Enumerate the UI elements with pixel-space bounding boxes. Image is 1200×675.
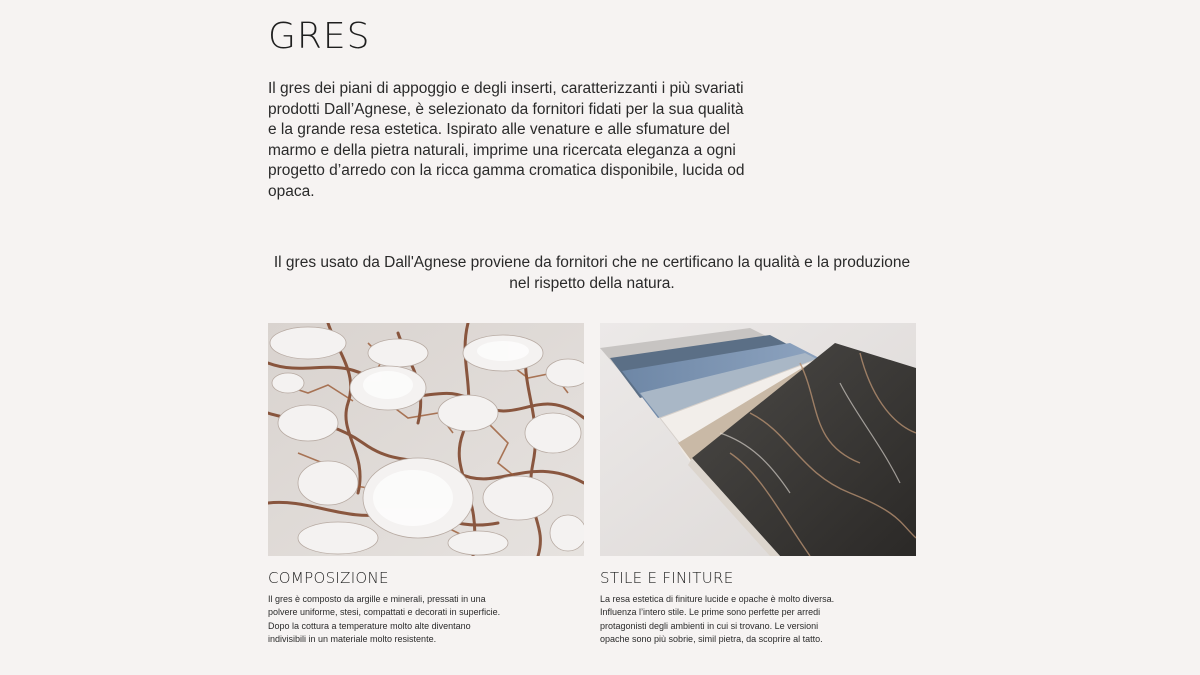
quote-paragraph: Il gres usato da Dall'Agnese proviene da fornitori che ne certificano la qualità e la produzione nel rispetto della natura.: [273, 254, 911, 292]
page-title: GRES: [268, 16, 371, 57]
white-marble-image: [268, 323, 584, 556]
card-description: Il gres è composto da argille e minerali, pressati in una polvere uniforme, stesi, compattati e decorati in superficie. Dopo la cottura a temperature molto alte diventano indivisibili in un materiale molto resistente.: [268, 594, 501, 644]
card-title: STILE E FINITURE: [600, 569, 734, 587]
card-title: COMPOSIZIONE: [268, 569, 389, 587]
card-stile-e-finiture: [600, 323, 916, 646]
card-composizione: [268, 323, 584, 646]
intro-paragraph: Il gres dei piani di appoggio e degli inserti, caratterizzanti i più svariati prodotti Dall’Agnese, è selezionato da fornitori fidati per la sua qualità e la grande resa estetica. Ispirato alle venature e alle sfumature del marmo e della pietra naturali, imprime una ricercata eleganza a ogni progetto d’arredo con la ricca gamma cromatica disponibile, lucida od opaca.: [268, 80, 745, 200]
gres-samples-image: [600, 323, 916, 556]
card-description: La resa estetica di finiture lucide e opache è molto diversa. Influenza l’intero stile. Le prime sono perfette per arredi protagonisti degli ambienti in cui si trovano. Le versioni opache sono più sobrie, simil pietra, da scoprire al tatto.: [600, 594, 835, 644]
